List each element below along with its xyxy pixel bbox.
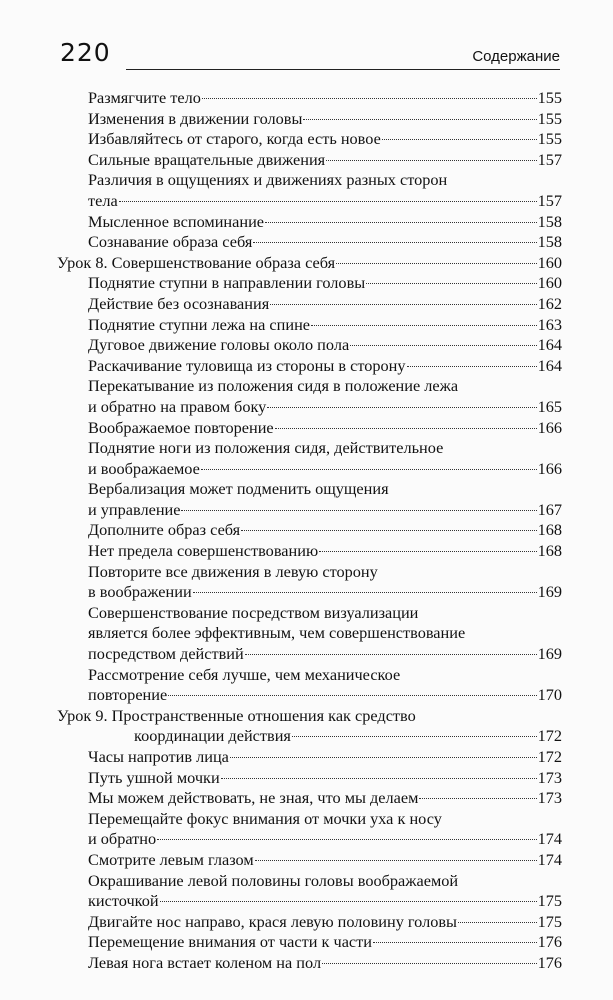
toc-entry-text: координации действия <box>134 726 291 746</box>
toc-line <box>57 315 562 336</box>
dot-leader <box>201 469 537 470</box>
toc-line <box>57 665 562 686</box>
toc-entry-text: Левая нога встает коленом на пол <box>88 952 322 972</box>
toc-line <box>57 912 562 933</box>
toc-entry-text: Поднятие ступни в направлении головы <box>88 273 366 293</box>
running-head: Содержание <box>472 48 560 65</box>
toc-entry-text: Двигайте нос направо, крася левую половину головы <box>88 911 457 931</box>
toc-line <box>57 479 562 500</box>
toc-page-number: 157 <box>537 149 562 169</box>
toc-page-number: 169 <box>537 644 562 664</box>
toc-entry-text: Действие без осознавания <box>88 293 270 313</box>
dot-leader <box>230 757 537 758</box>
toc-section-entry <box>57 850 562 871</box>
toc-line <box>57 191 562 212</box>
toc-section-entry <box>57 170 562 211</box>
dot-leader <box>160 901 537 902</box>
dot-leader <box>407 366 537 367</box>
toc-entry-text: Дополните образ себя <box>88 520 241 540</box>
toc-page-number: 157 <box>537 190 562 210</box>
toc-page-number: 163 <box>537 314 562 334</box>
toc-section-entry <box>57 212 562 233</box>
toc-line <box>57 376 562 397</box>
toc-entry-text: Раскачивание туловища из стороны в сторону <box>88 355 406 375</box>
table-of-contents <box>57 88 562 974</box>
toc-page-number: 176 <box>537 952 562 972</box>
toc-page-number: 164 <box>537 355 562 375</box>
toc-page-number: 165 <box>537 396 562 416</box>
toc-entry-text: Вербализация может подменить ощущения <box>88 479 389 499</box>
toc-section-entry <box>57 747 562 768</box>
dot-leader <box>322 963 537 964</box>
toc-entry-text: повторение <box>88 685 168 705</box>
toc-section-entry <box>57 232 562 253</box>
toc-entry-text: в воображении <box>88 582 192 602</box>
toc-line <box>57 603 562 624</box>
dot-leader <box>373 942 537 943</box>
toc-page-number: 173 <box>537 767 562 787</box>
toc-entry-text: Перемещайте фокус внимания от мочки уха к носу <box>88 808 442 828</box>
toc-line <box>57 397 562 418</box>
toc-line <box>57 438 562 459</box>
toc-line <box>57 768 562 789</box>
toc-page-number: 173 <box>537 788 562 808</box>
toc-entry-text: Поднятие ступни лежа на спине <box>88 314 311 334</box>
toc-entry-text: тела <box>88 190 118 210</box>
dot-leader <box>458 922 537 923</box>
dot-leader <box>221 778 537 779</box>
toc-entry-text: Путь ушной мочки <box>88 767 220 787</box>
toc-line <box>57 294 562 315</box>
toc-page-number: 164 <box>537 335 562 355</box>
toc-line <box>57 562 562 583</box>
toc-section-entry <box>57 315 562 336</box>
toc-page-number: 175 <box>537 891 562 911</box>
toc-entry-text: Сознавание образа себя <box>88 232 253 252</box>
toc-entry-text: Перемещение внимания от части к части <box>88 932 372 952</box>
dot-leader <box>336 263 536 264</box>
toc-section-entry <box>57 479 562 520</box>
toc-section-entry <box>57 273 562 294</box>
toc-line <box>57 541 562 562</box>
toc-page-number: 160 <box>537 273 562 293</box>
toc-line <box>57 150 562 171</box>
toc-chapter-entry <box>57 706 562 747</box>
toc-line <box>57 500 562 521</box>
dot-leader <box>311 325 537 326</box>
toc-entry-text: является более эффективным, чем совершенствование <box>88 623 466 643</box>
dot-leader <box>157 839 536 840</box>
toc-entry-text: Дуговое движение головы около пола <box>88 335 350 355</box>
toc-line <box>57 232 562 253</box>
toc-entry-text: кисточкой <box>88 891 159 911</box>
dot-leader <box>292 736 537 737</box>
dot-leader <box>382 139 537 140</box>
toc-line <box>57 212 562 233</box>
toc-page-number: 166 <box>537 417 562 437</box>
toc-page-number: 167 <box>537 499 562 519</box>
toc-page-number: 176 <box>537 932 562 952</box>
dot-leader <box>119 201 537 202</box>
toc-section-entry <box>57 150 562 171</box>
toc-section-entry <box>57 356 562 377</box>
toc-entry-text: Совершенствование посредством визуализации <box>88 602 419 622</box>
toc-line <box>57 520 562 541</box>
toc-line <box>57 335 562 356</box>
toc-entry-text: и обратно на правом боку <box>88 396 267 416</box>
toc-line <box>57 459 562 480</box>
dot-leader <box>253 242 536 243</box>
toc-line <box>57 850 562 871</box>
dot-leader <box>265 222 537 223</box>
toc-line <box>57 932 562 953</box>
toc-entry-text: Часы напротив лица <box>88 747 229 766</box>
toc-page-number: 172 <box>537 726 562 746</box>
toc-line <box>57 871 562 892</box>
toc-section-entry <box>57 88 562 109</box>
toc-section-entry <box>57 932 562 953</box>
toc-page-number: 160 <box>537 252 562 272</box>
toc-line <box>57 273 562 294</box>
toc-entry-text: Воображаемое повторение <box>88 417 274 437</box>
toc-line <box>57 747 562 768</box>
toc-section-entry <box>57 520 562 541</box>
toc-line <box>57 726 562 747</box>
toc-line <box>57 891 562 912</box>
toc-page-number: 155 <box>537 108 562 128</box>
toc-line <box>57 809 562 830</box>
toc-page-number: 169 <box>537 582 562 602</box>
toc-entry-text: Сильные вращательные движения <box>88 149 326 169</box>
dot-leader <box>350 345 536 346</box>
header-rule <box>126 69 560 70</box>
toc-line <box>57 953 562 974</box>
toc-section-entry <box>57 129 562 150</box>
toc-section-entry <box>57 109 562 130</box>
toc-page-number: 155 <box>537 129 562 149</box>
toc-page-number: 174 <box>537 829 562 849</box>
dot-leader <box>202 98 537 99</box>
toc-page-number: 162 <box>537 293 562 313</box>
toc-section-entry <box>57 438 562 479</box>
toc-line <box>57 623 562 644</box>
dot-leader <box>267 407 536 408</box>
toc-section-entry <box>57 665 562 706</box>
toc-line <box>57 253 562 274</box>
toc-section-entry <box>57 335 562 356</box>
toc-entry-text: Изменения в движении головы <box>88 108 303 128</box>
toc-page-number: 158 <box>537 232 562 252</box>
toc-entry-text: Мысленное вспоминание <box>88 211 265 231</box>
toc-entry-text: Окрашивание левой половины головы воображаемой <box>88 870 459 890</box>
toc-entry-text: Различия в ощущениях и движениях разных сторон <box>88 170 448 190</box>
toc-line <box>57 418 562 439</box>
toc-line <box>57 788 562 809</box>
toc-section-entry <box>57 603 562 665</box>
dot-leader <box>255 860 537 861</box>
toc-entry-text: Поднятие ноги из положения сидя, действительное <box>88 438 444 458</box>
page-header <box>60 38 560 78</box>
toc-page-number: 172 <box>537 747 562 766</box>
toc-section-entry <box>57 871 562 912</box>
toc-entry-text: Размягчите тело <box>88 88 201 107</box>
toc-section-entry <box>57 294 562 315</box>
toc-page-number: 168 <box>537 541 562 561</box>
dot-leader <box>326 160 536 161</box>
toc-page-number: 158 <box>537 211 562 231</box>
dot-leader <box>181 510 536 511</box>
toc-section-entry <box>57 768 562 789</box>
toc-section-entry <box>57 562 562 603</box>
toc-entry-text: и воображаемое <box>88 458 200 478</box>
toc-entry-text: и обратно <box>88 829 157 849</box>
dot-leader <box>245 654 537 655</box>
dot-leader <box>319 551 536 552</box>
dot-leader <box>168 695 536 696</box>
toc-line <box>57 829 562 850</box>
toc-chapter-entry <box>57 253 562 274</box>
dot-leader <box>270 304 536 305</box>
toc-entry-text: Повторите все движения в левую сторону <box>88 561 378 581</box>
toc-line <box>57 129 562 150</box>
toc-section-entry <box>57 953 562 974</box>
toc-entry-text: Перекатывание из положения сидя в положение лежа <box>88 376 459 396</box>
dot-leader <box>193 592 537 593</box>
toc-entry-text: Урок 8. Совершенствование образа себя <box>57 252 336 272</box>
toc-section-entry <box>57 418 562 439</box>
dot-leader <box>275 428 537 429</box>
toc-section-entry <box>57 809 562 850</box>
toc-entry-text: Рассмотрение себя лучше, чем механическое <box>88 664 401 684</box>
toc-entry-text: Урок 9. Пространственные отношения как средство <box>57 705 416 725</box>
toc-page-number: 174 <box>537 849 562 869</box>
toc-page-number: 170 <box>537 685 562 705</box>
toc-page-number: 175 <box>537 911 562 931</box>
dot-leader <box>241 530 536 531</box>
toc-section-entry <box>57 376 562 417</box>
toc-entry-text: посредством действий <box>88 644 244 664</box>
page-number: 220 <box>60 38 111 67</box>
toc-line <box>57 685 562 706</box>
toc-line <box>57 644 562 665</box>
toc-entry-text: и управление <box>88 499 181 519</box>
toc-page-number: 168 <box>537 520 562 540</box>
dot-leader <box>419 798 536 799</box>
toc-line <box>57 109 562 130</box>
toc-section-entry <box>57 788 562 809</box>
dot-leader <box>366 283 536 284</box>
toc-line <box>57 88 562 109</box>
toc-entry-text: Мы можем действовать, не зная, что мы делаем <box>88 788 419 808</box>
toc-line <box>57 706 562 727</box>
toc-page-number: 155 <box>537 88 562 107</box>
toc-line <box>57 170 562 191</box>
toc-section-entry <box>57 541 562 562</box>
toc-page-number: 166 <box>537 458 562 478</box>
toc-entry-text: Смотрите левым глазом <box>88 849 254 869</box>
toc-line <box>57 356 562 377</box>
toc-line <box>57 582 562 603</box>
toc-entry-text: Избавляйтесь от старого, когда есть новое <box>88 129 381 149</box>
toc-section-entry <box>57 912 562 933</box>
toc-entry-text: Нет предела совершенствованию <box>88 541 319 561</box>
dot-leader <box>303 119 536 120</box>
